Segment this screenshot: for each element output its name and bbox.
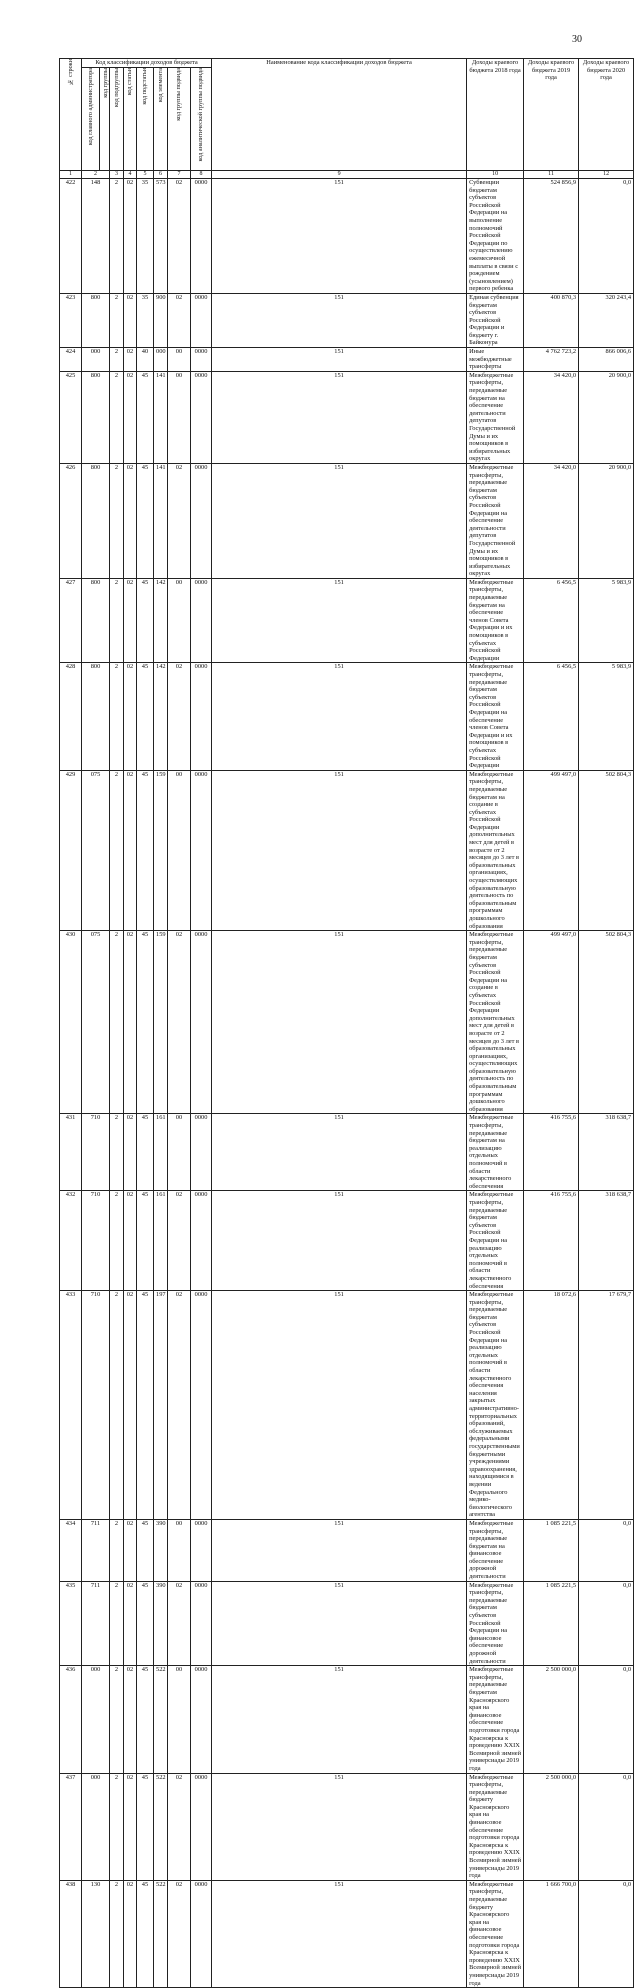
revenue-name: Межбюджетные трансферты, передаваемые бюджетам субъектов Российской Федерации на финансовое обеспечение дорожной деятельности bbox=[467, 1581, 524, 1666]
article-code: 45 bbox=[137, 1291, 154, 1520]
row-number: 424 bbox=[60, 348, 82, 372]
amount-2019: 318 638,7 bbox=[579, 1191, 634, 1291]
table-row bbox=[60, 463, 634, 578]
analytic-group-code: 151 bbox=[212, 578, 467, 663]
revenue-name: Межбюджетные трансферты, передаваемые бюджетам субъектов Российской Федерации на реализацию отдельных полномочий в области лекарственного обеспечения bbox=[467, 1191, 524, 1291]
revenue-name: Межбюджетные трансферты, передаваемые бюджетам Красноярского края на финансовое обеспечение подготовки города Красноярска к проведению XXIX Всемирной зимней универсиады 2019 года bbox=[467, 1666, 524, 1773]
group-code: 2 bbox=[110, 1880, 124, 1987]
column-numbers-row bbox=[60, 171, 634, 179]
element-code: 00 bbox=[168, 1666, 191, 1773]
subtype-group-code: 0000 bbox=[191, 1581, 212, 1666]
subtype-group-code: 0000 bbox=[191, 770, 212, 930]
subarticle-code: 161 bbox=[154, 1191, 168, 1291]
element-code: 02 bbox=[168, 931, 191, 1114]
group-code: 2 bbox=[110, 1114, 124, 1191]
analytic-group-code: 151 bbox=[212, 1581, 467, 1666]
subtype-group-code: 0000 bbox=[191, 578, 212, 663]
table-row bbox=[60, 1114, 634, 1191]
subgroup-code: 02 bbox=[124, 463, 137, 578]
subarticle-code: 141 bbox=[154, 371, 168, 463]
revenue-name: Межбюджетные трансферты, передаваемые бюджетам на создание в субъектах Российской Федерации дополнительных мест для детей в возрасте от 2 месяцев до 3 лет в образовательных организациях, осуществляющих образовательную деятельность по образовательным программам дошкольного образования bbox=[467, 770, 524, 930]
amount-2018: 1 666 700,0 bbox=[524, 1880, 579, 1987]
analytic-group-code: 151 bbox=[212, 931, 467, 1114]
analytic-group-code: 151 bbox=[212, 463, 467, 578]
element-code: 02 bbox=[168, 293, 191, 347]
header-code-admin: код главного администратора bbox=[82, 68, 100, 171]
amount-2018: 400 870,3 bbox=[524, 293, 579, 347]
table-row bbox=[60, 931, 634, 1114]
element-code: 00 bbox=[168, 578, 191, 663]
article-code: 45 bbox=[137, 371, 154, 463]
admin-code: 711 bbox=[82, 1581, 110, 1666]
subarticle-code: 390 bbox=[154, 1581, 168, 1666]
header-name: Наименование кода классификации доходов бюджета bbox=[212, 59, 467, 171]
subgroup-code: 02 bbox=[124, 1773, 137, 1880]
analytic-group-code: 151 bbox=[212, 663, 467, 770]
group-code: 2 bbox=[110, 1773, 124, 1880]
col-number: 12 bbox=[579, 171, 634, 179]
subtype-group-code: 0000 bbox=[191, 1880, 212, 1987]
subgroup-code: 02 bbox=[124, 770, 137, 930]
admin-code: 075 bbox=[82, 931, 110, 1114]
subtype-group-code: 0000 bbox=[191, 348, 212, 372]
amount-2018: 416 755,6 bbox=[524, 1191, 579, 1291]
amount-2019: 5 983,9 bbox=[579, 578, 634, 663]
group-code: 2 bbox=[110, 293, 124, 347]
table-row bbox=[60, 578, 634, 663]
col-number: 6 bbox=[154, 171, 168, 179]
admin-code: 711 bbox=[82, 1519, 110, 1581]
subarticle-code: 141 bbox=[154, 463, 168, 578]
row-number: 433 bbox=[60, 1291, 82, 1520]
amount-2019: 20 900,0 bbox=[579, 463, 634, 578]
admin-code: 075 bbox=[82, 770, 110, 930]
admin-code: 800 bbox=[82, 293, 110, 347]
row-number: 428 bbox=[60, 663, 82, 770]
table-row bbox=[60, 663, 634, 770]
subtype-group-code: 0000 bbox=[191, 1191, 212, 1291]
element-code: 00 bbox=[168, 1519, 191, 1581]
table-row bbox=[60, 770, 634, 930]
subtype-group-code: 0000 bbox=[191, 463, 212, 578]
analytic-group-code: 151 bbox=[212, 179, 467, 294]
subtype-group-code: 0000 bbox=[191, 179, 212, 294]
subgroup-code: 02 bbox=[124, 1666, 137, 1773]
amount-2018: 416 755,6 bbox=[524, 1114, 579, 1191]
revenue-name: Субвенции бюджетам субъектов Российской Федерации на выполнение полномочий Российской Федерации по осуществлению ежемесячной выплаты в связи с рождением (усыновлением) первого ребенка bbox=[467, 179, 524, 294]
col-number: 3 bbox=[110, 171, 124, 179]
amount-2018: 6 456,5 bbox=[524, 578, 579, 663]
element-code: 00 bbox=[168, 348, 191, 372]
header-code-subarticle: код подстатьи bbox=[137, 68, 154, 171]
group-code: 2 bbox=[110, 371, 124, 463]
amount-2018: 1 085 221,5 bbox=[524, 1519, 579, 1581]
table-row bbox=[60, 1773, 634, 1880]
header-code-article: код статьи bbox=[124, 68, 137, 171]
analytic-group-code: 151 bbox=[212, 1666, 467, 1773]
amount-2019: 20 900,0 bbox=[579, 371, 634, 463]
revenue-name: Межбюджетные трансферты, передаваемые бюджетам субъектов Российской Федерации на обеспечение деятельности депутатов Государственной Думы и их помощников в избирательных округах bbox=[467, 463, 524, 578]
subarticle-code: 522 bbox=[154, 1666, 168, 1773]
table-row bbox=[60, 1666, 634, 1773]
element-code: 02 bbox=[168, 1291, 191, 1520]
col-number: 11 bbox=[524, 171, 579, 179]
admin-code: 148 bbox=[82, 179, 110, 294]
table-row bbox=[60, 179, 634, 294]
revenue-name: Межбюджетные трансферты, передаваемые бюджетам субъектов Российской Федерации на реализацию отдельных полномочий в области лекарственного обеспечения населения закрытых административно-территориальных образований, обслуживаемых федеральными государственными бюджетными учреждениями здравоохранения, находящимися в ведении Федерального медико-биологического агентства bbox=[467, 1291, 524, 1520]
revenue-name: Единая субвенция бюджетам субъектов Российской Федерации и бюджету г. Байконура bbox=[467, 293, 524, 347]
revenue-table bbox=[59, 58, 634, 1988]
amount-2019: 0,0 bbox=[579, 1581, 634, 1666]
table-body bbox=[60, 179, 634, 1988]
article-code: 45 bbox=[137, 463, 154, 578]
subarticle-code: 142 bbox=[154, 578, 168, 663]
element-code: 00 bbox=[168, 770, 191, 930]
amount-2019: 0,0 bbox=[579, 1666, 634, 1773]
row-number: 434 bbox=[60, 1519, 82, 1581]
element-code: 02 bbox=[168, 179, 191, 294]
subtype-group-code: 0000 bbox=[191, 1519, 212, 1581]
amount-2019: 0,0 bbox=[579, 1880, 634, 1987]
subarticle-code: 159 bbox=[154, 931, 168, 1114]
amount-2018: 1 085 221,5 bbox=[524, 1581, 579, 1666]
article-code: 35 bbox=[137, 293, 154, 347]
admin-code: 710 bbox=[82, 1114, 110, 1191]
subarticle-code: 900 bbox=[154, 293, 168, 347]
revenue-name: Иные межбюджетные трансферты bbox=[467, 348, 524, 372]
admin-code: 000 bbox=[82, 1773, 110, 1880]
group-code: 2 bbox=[110, 1581, 124, 1666]
table-row bbox=[60, 1880, 634, 1987]
subgroup-code: 02 bbox=[124, 1114, 137, 1191]
subgroup-code: 02 bbox=[124, 1191, 137, 1291]
article-code: 45 bbox=[137, 1114, 154, 1191]
subarticle-code: 142 bbox=[154, 663, 168, 770]
group-code: 2 bbox=[110, 1519, 124, 1581]
admin-code: 000 bbox=[82, 348, 110, 372]
group-code: 2 bbox=[110, 770, 124, 930]
col-number: 4 bbox=[124, 171, 137, 179]
row-number: 435 bbox=[60, 1581, 82, 1666]
subgroup-code: 02 bbox=[124, 1880, 137, 1987]
article-code: 45 bbox=[137, 770, 154, 930]
article-code: 45 bbox=[137, 578, 154, 663]
revenue-name: Межбюджетные трансферты, передаваемые бюджетам на обеспечение деятельности депутатов Государственной Думы и их помощников в избирательных округах bbox=[467, 371, 524, 463]
col-number: 5 bbox=[137, 171, 154, 179]
amount-2018: 499 497,0 bbox=[524, 770, 579, 930]
subgroup-code: 02 bbox=[124, 663, 137, 770]
revenue-name: Межбюджетные трансферты, передаваемые бюджету Красноярского края на финансовое обеспечение подготовки города Красноярска к проведению XXIX Всемирной зимней универсиады 2019 года bbox=[467, 1773, 524, 1880]
table-row bbox=[60, 1191, 634, 1291]
analytic-group-code: 151 bbox=[212, 1291, 467, 1520]
header-code-subgroup: код подгруппы bbox=[110, 68, 124, 171]
subtype-group-code: 0000 bbox=[191, 1114, 212, 1191]
subgroup-code: 02 bbox=[124, 371, 137, 463]
row-number: 432 bbox=[60, 1191, 82, 1291]
amount-2018: 4 762 723,2 bbox=[524, 348, 579, 372]
group-code: 2 bbox=[110, 1291, 124, 1520]
subarticle-code: 161 bbox=[154, 1114, 168, 1191]
subarticle-code: 000 bbox=[154, 348, 168, 372]
amount-2019: 5 983,9 bbox=[579, 663, 634, 770]
element-code: 00 bbox=[168, 371, 191, 463]
amount-2019: 17 679,7 bbox=[579, 1291, 634, 1520]
article-code: 45 bbox=[137, 1666, 154, 1773]
amount-2018: 499 497,0 bbox=[524, 931, 579, 1114]
col-number: 9 bbox=[212, 171, 467, 179]
group-code: 2 bbox=[110, 1666, 124, 1773]
row-number: 438 bbox=[60, 1880, 82, 1987]
row-number: 426 bbox=[60, 463, 82, 578]
element-code: 02 bbox=[168, 1773, 191, 1880]
revenue-name: Межбюджетные трансферты, передаваемые бюджетам субъектов Российской Федерации на обеспечение членов Совета Федерации и их помощников в субъектах Российской Федерации bbox=[467, 663, 524, 770]
group-code: 2 bbox=[110, 663, 124, 770]
subtype-group-code: 0000 bbox=[191, 371, 212, 463]
analytic-group-code: 151 bbox=[212, 1880, 467, 1987]
amount-2018: 2 500 000,0 bbox=[524, 1666, 579, 1773]
row-number: 425 bbox=[60, 371, 82, 463]
article-code: 45 bbox=[137, 1880, 154, 1987]
article-code: 45 bbox=[137, 931, 154, 1114]
subgroup-code: 02 bbox=[124, 578, 137, 663]
analytic-group-code: 151 bbox=[212, 770, 467, 930]
group-code: 2 bbox=[110, 348, 124, 372]
revenue-name: Межбюджетные трансферты, передаваемые бюджету Красноярского края на финансовое обеспечение подготовки города Красноярска к проведению XXIX Всемирной зимней универсиады 2019 года bbox=[467, 1880, 524, 1987]
group-code: 2 bbox=[110, 578, 124, 663]
table-row bbox=[60, 1581, 634, 1666]
amount-2018: 18 072,6 bbox=[524, 1291, 579, 1520]
amount-2019: 502 804,3 bbox=[579, 770, 634, 930]
subarticle-code: 522 bbox=[154, 1880, 168, 1987]
group-code: 2 bbox=[110, 463, 124, 578]
amount-2019: 0,0 bbox=[579, 1773, 634, 1880]
element-code: 02 bbox=[168, 1880, 191, 1987]
row-number: 422 bbox=[60, 179, 82, 294]
admin-code: 800 bbox=[82, 371, 110, 463]
analytic-group-code: 151 bbox=[212, 1191, 467, 1291]
header-classification-group: Код классификации доходов бюджета bbox=[82, 59, 212, 68]
header-row-number: № строки bbox=[60, 59, 82, 171]
amount-2019: 502 804,3 bbox=[579, 931, 634, 1114]
subarticle-code: 573 bbox=[154, 179, 168, 294]
analytic-group-code: 151 bbox=[212, 1519, 467, 1581]
admin-code: 710 bbox=[82, 1191, 110, 1291]
article-code: 45 bbox=[137, 1581, 154, 1666]
amount-2019: 318 638,7 bbox=[579, 1114, 634, 1191]
col-number: 10 bbox=[467, 171, 524, 179]
header-code-analytic-group: код аналитической группы подвида bbox=[191, 68, 212, 171]
subgroup-code: 02 bbox=[124, 1581, 137, 1666]
amount-2019: 866 006,6 bbox=[579, 348, 634, 372]
admin-code: 000 bbox=[82, 1666, 110, 1773]
subgroup-code: 02 bbox=[124, 179, 137, 294]
analytic-group-code: 151 bbox=[212, 293, 467, 347]
article-code: 45 bbox=[137, 663, 154, 770]
article-code: 45 bbox=[137, 1773, 154, 1880]
row-number: 430 bbox=[60, 931, 82, 1114]
admin-code: 800 bbox=[82, 463, 110, 578]
subtype-group-code: 0000 bbox=[191, 293, 212, 347]
table-row bbox=[60, 293, 634, 347]
amount-2018: 524 856,9 bbox=[524, 179, 579, 294]
amount-2019: 0,0 bbox=[579, 179, 634, 294]
admin-code: 710 bbox=[82, 1291, 110, 1520]
header-code-element: код элемента bbox=[154, 68, 168, 171]
amount-2018: 34 420,0 bbox=[524, 463, 579, 578]
group-code: 2 bbox=[110, 931, 124, 1114]
subtype-group-code: 0000 bbox=[191, 1666, 212, 1773]
subtype-group-code: 0000 bbox=[191, 1291, 212, 1520]
analytic-group-code: 151 bbox=[212, 348, 467, 372]
amount-2019: 320 243,4 bbox=[579, 293, 634, 347]
amount-2018: 34 420,0 bbox=[524, 371, 579, 463]
element-code: 02 bbox=[168, 663, 191, 770]
row-number: 429 bbox=[60, 770, 82, 930]
subarticle-code: 159 bbox=[154, 770, 168, 930]
row-number: 427 bbox=[60, 578, 82, 663]
analytic-group-code: 151 bbox=[212, 371, 467, 463]
header-2019: Доходы краевого бюджета 2019 года bbox=[524, 59, 579, 171]
article-code: 40 bbox=[137, 348, 154, 372]
article-code: 45 bbox=[137, 1519, 154, 1581]
revenue-name: Межбюджетные трансферты, передаваемые бюджетам на финансовое обеспечение дорожной деятельности bbox=[467, 1519, 524, 1581]
header-2020: Доходы краевого бюджета 2020 года bbox=[579, 59, 634, 171]
subtype-group-code: 0000 bbox=[191, 663, 212, 770]
col-number: 8 bbox=[191, 171, 212, 179]
row-number: 423 bbox=[60, 293, 82, 347]
row-number: 436 bbox=[60, 1666, 82, 1773]
revenue-name: Межбюджетные трансферты, передаваемые бюджетам на обеспечение членов Совета Федерации и их помощников в субъектах Российской Федерации bbox=[467, 578, 524, 663]
subarticle-code: 522 bbox=[154, 1773, 168, 1880]
admin-code: 800 bbox=[82, 578, 110, 663]
group-code: 2 bbox=[110, 1191, 124, 1291]
amount-2018: 6 456,5 bbox=[524, 663, 579, 770]
subtype-group-code: 0000 bbox=[191, 931, 212, 1114]
subgroup-code: 02 bbox=[124, 293, 137, 347]
analytic-group-code: 151 bbox=[212, 1773, 467, 1880]
amount-2018: 2 500 000,0 bbox=[524, 1773, 579, 1880]
subtype-group-code: 0000 bbox=[191, 1773, 212, 1880]
article-code: 35 bbox=[137, 179, 154, 294]
element-code: 02 bbox=[168, 1191, 191, 1291]
revenue-name: Межбюджетные трансферты, передаваемые бюджетам на реализацию отдельных полномочий в области лекарственного обеспечения bbox=[467, 1114, 524, 1191]
row-number: 431 bbox=[60, 1114, 82, 1191]
table-row bbox=[60, 371, 634, 463]
subgroup-code: 02 bbox=[124, 931, 137, 1114]
page-number: 30 bbox=[572, 34, 582, 45]
subgroup-code: 02 bbox=[124, 1519, 137, 1581]
col-number: 2 bbox=[82, 171, 110, 179]
table-row bbox=[60, 1291, 634, 1520]
element-code: 02 bbox=[168, 463, 191, 578]
subarticle-code: 197 bbox=[154, 1291, 168, 1520]
subgroup-code: 02 bbox=[124, 1291, 137, 1520]
col-number: 7 bbox=[168, 171, 191, 179]
analytic-group-code: 151 bbox=[212, 1114, 467, 1191]
amount-2019: 0,0 bbox=[579, 1519, 634, 1581]
article-code: 45 bbox=[137, 1191, 154, 1291]
header-code-group: код группы bbox=[100, 68, 110, 171]
subarticle-code: 390 bbox=[154, 1519, 168, 1581]
admin-code: 130 bbox=[82, 1880, 110, 1987]
col-number: 1 bbox=[60, 171, 82, 179]
table-row bbox=[60, 1519, 634, 1581]
element-code: 00 bbox=[168, 1114, 191, 1191]
table-row bbox=[60, 348, 634, 372]
row-number: 437 bbox=[60, 1773, 82, 1880]
revenue-name: Межбюджетные трансферты, передаваемые бюджетам субъектов Российской Федерации на создание в субъектах Российской Федерации дополнительных мест для детей в возрасте от 2 месяцев до 3 лет в образовательных организациях, осуществляющих образовательную деятельность по образовательным программам дошкольного образования bbox=[467, 931, 524, 1114]
element-code: 02 bbox=[168, 1581, 191, 1666]
group-code: 2 bbox=[110, 179, 124, 294]
header-code-subtype-group: код группы подвида bbox=[168, 68, 191, 171]
subgroup-code: 02 bbox=[124, 348, 137, 372]
admin-code: 800 bbox=[82, 663, 110, 770]
header-2018: Доходы краевого бюджета 2018 года bbox=[467, 59, 524, 171]
